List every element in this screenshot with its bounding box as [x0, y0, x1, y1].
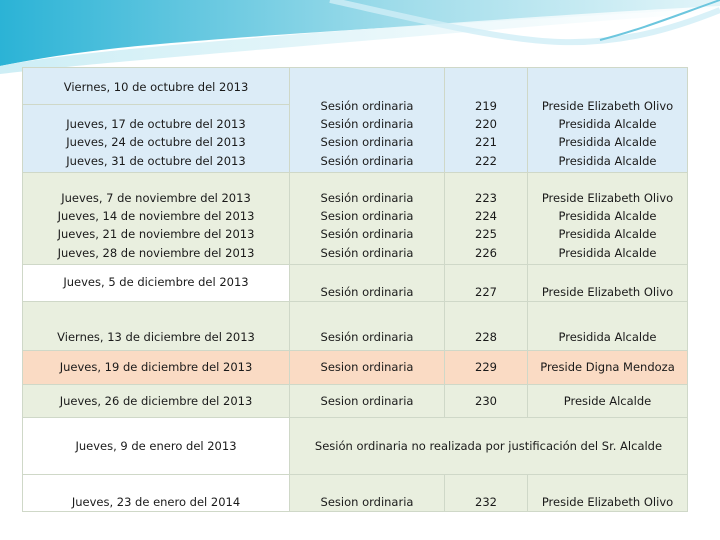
date-text: Jueves, 9 de enero del 2013 — [75, 438, 237, 453]
date-cell — [23, 264, 290, 301]
date-text: Jueves, 23 de enero del 2014 — [71, 494, 241, 509]
table-row — [23, 301, 688, 350]
date-cell — [23, 350, 290, 384]
session-cell — [290, 474, 445, 511]
session-text: Sesion ordinaria — [320, 393, 414, 408]
preside-cell — [528, 264, 688, 301]
session-number: 232 — [475, 494, 497, 509]
date-text: Jueves, 14 de noviembre del 2013 — [57, 209, 255, 223]
number-cell — [445, 384, 528, 417]
number-cell — [445, 264, 528, 301]
session-text: Sesion ordinaria — [320, 494, 414, 509]
date-text: Jueves, 21 de noviembre del 2013 — [57, 227, 255, 242]
session-text: Sesión ordinaria — [320, 117, 414, 131]
preside-text: Presidida Alcalde — [558, 117, 657, 131]
note-cell — [290, 417, 688, 474]
date-cell — [23, 417, 290, 474]
session-number: 227 — [475, 284, 497, 299]
number-cell — [445, 350, 528, 384]
session-cell — [290, 384, 445, 417]
date-cell — [23, 68, 290, 105]
number-cell — [445, 474, 528, 511]
session-text: Sesión ordinaria — [320, 284, 414, 299]
session-text: Sesión ordinaria — [320, 227, 414, 242]
session-text: Sesión ordinaria — [320, 190, 414, 205]
session-number: 224 — [475, 209, 497, 223]
preside-text: Presidida Alcalde — [558, 329, 657, 344]
date-text: Jueves, 28 de noviembre del 2013 — [57, 245, 255, 260]
session-text: Sesion ordinaria — [320, 360, 414, 375]
table-row — [23, 264, 688, 301]
session-cell — [290, 301, 445, 350]
table-row — [23, 384, 688, 417]
session-number: 219 — [475, 98, 497, 113]
session-cell — [290, 264, 445, 301]
date-text: Viernes, 13 de diciembre del 2013 — [57, 329, 255, 344]
preside-cell — [528, 172, 688, 264]
session-number: 223 — [475, 190, 497, 205]
preside-cell — [528, 301, 688, 350]
session-number: 220 — [475, 117, 497, 131]
session-text: Sesion ordinaria — [320, 209, 414, 223]
date-text: Jueves, 24 de octubre del 2013 — [66, 135, 246, 150]
table-row — [23, 350, 688, 384]
preside-text: Presidida Alcalde — [558, 209, 657, 223]
session-number: 221 — [475, 135, 497, 150]
sessions-table — [22, 67, 688, 512]
table-row — [23, 172, 688, 264]
date-cell — [23, 172, 290, 264]
date-cell — [23, 105, 290, 173]
session-cell — [290, 68, 445, 173]
date-text: Jueves, 19 de diciembre del 2013 — [59, 360, 253, 375]
session-cell — [290, 350, 445, 384]
preside-cell — [528, 384, 688, 417]
preside-text: Preside Alcalde — [563, 393, 652, 408]
session-number: 222 — [475, 153, 497, 168]
session-text: Sesion ordinaria — [320, 135, 414, 150]
session-text: Sesión ordinaria — [320, 98, 414, 113]
preside-cell — [528, 474, 688, 511]
session-text: Sesión ordinaria — [320, 245, 414, 260]
session-text: Sesión ordinaria — [320, 329, 414, 344]
preside-text: Presidida Alcalde — [558, 245, 657, 260]
date-text: Jueves, 17 de octubre del 2013 — [66, 117, 246, 131]
session-number: 229 — [475, 360, 497, 375]
table-row — [23, 474, 688, 511]
note-text: Sesión ordinaria no realizada por justificación del Sr. Alcalde — [314, 438, 663, 453]
preside-text: Presidida Alcalde — [558, 227, 657, 242]
preside-cell — [528, 350, 688, 384]
preside-text: Preside Elizabeth Olivo — [541, 494, 674, 509]
session-number: 225 — [475, 227, 497, 242]
number-cell — [445, 172, 528, 264]
preside-text: Preside Elizabeth Olivo — [541, 98, 674, 113]
table-row — [23, 417, 688, 474]
date-cell — [23, 301, 290, 350]
preside-text: Presidida Alcalde — [558, 153, 657, 168]
date-text: Viernes, 10 de octubre del 2013 — [63, 80, 249, 94]
date-text: Jueves, 5 de diciembre del 2013 — [63, 274, 249, 289]
preside-text: Preside Elizabeth Olivo — [541, 190, 674, 205]
date-text: Jueves, 7 de noviembre del 2013 — [61, 190, 251, 205]
session-number: 226 — [475, 245, 497, 260]
preside-text: Preside Digna Mendoza — [540, 360, 675, 375]
session-text: Sesión ordinaria — [320, 153, 414, 168]
session-number: 230 — [475, 393, 497, 408]
date-cell — [23, 474, 290, 511]
preside-text: Presidida Alcalde — [558, 135, 657, 150]
preside-text: Preside Elizabeth Olivo — [541, 284, 674, 299]
date-text: Jueves, 26 de diciembre del 2013 — [59, 393, 253, 408]
number-cell — [445, 68, 528, 173]
preside-cell — [528, 68, 688, 173]
table-row — [23, 68, 688, 105]
date-cell — [23, 384, 290, 417]
session-cell — [290, 172, 445, 264]
number-cell — [445, 301, 528, 350]
date-text: Jueves, 31 de octubre del 2013 — [66, 153, 246, 168]
session-number: 228 — [475, 329, 497, 344]
